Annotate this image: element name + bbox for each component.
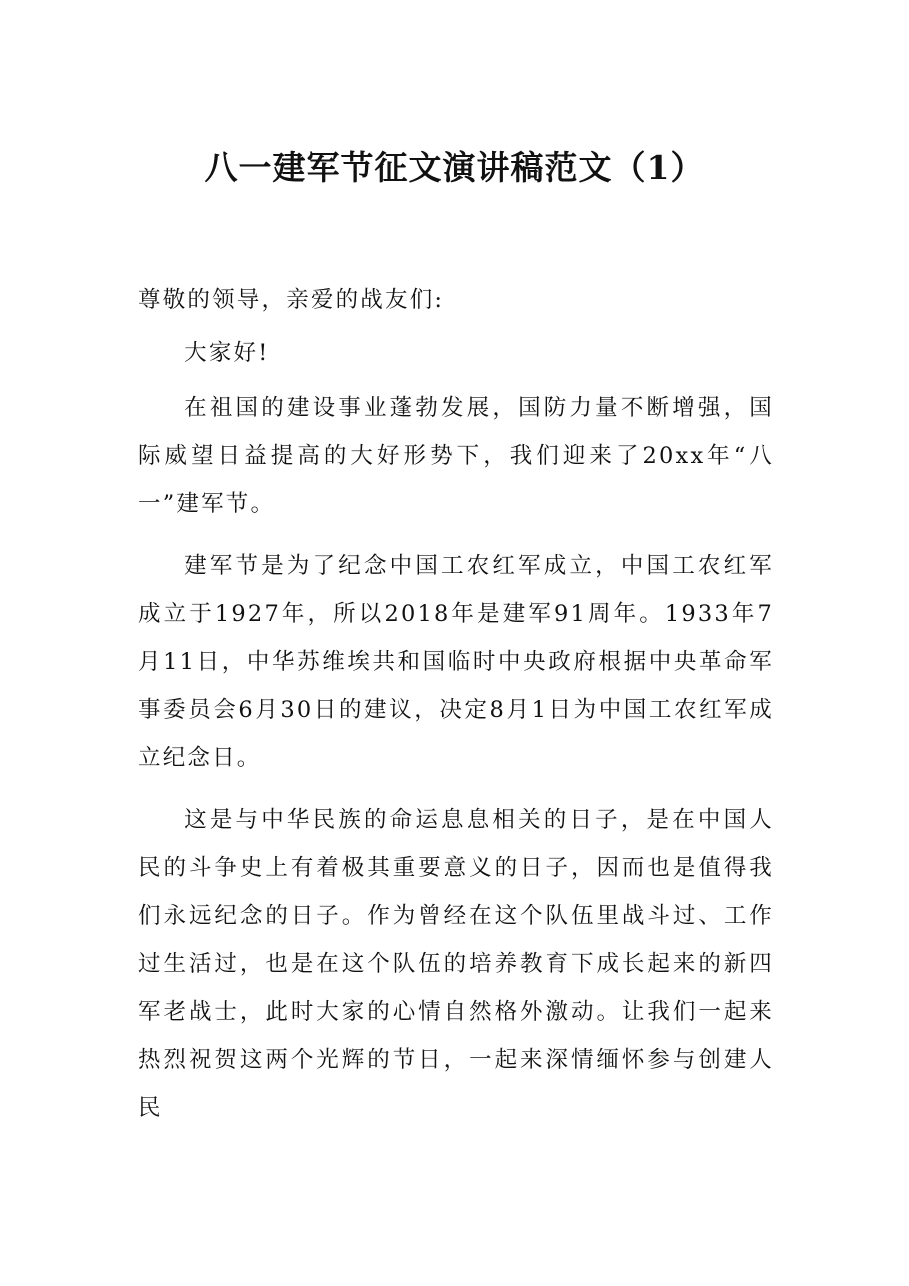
- document-body: [138, 276, 774, 1146]
- document-title: 八一建军节征文演讲稿范文（1）: [204, 148, 705, 187]
- paragraph-history: 建军节是为了纪念中国工农红军成立，中国工农红军成立于1927年，所以2018年是建军91周年。1933年7月11日，中华苏维埃共和国临时中央政府根据中央革命军事委员会6月30日的建议，决定8月1日为中国工农红军成立纪念日。: [138, 553, 774, 771]
- paragraph-significance: 这是与中华民族的命运息息相关的日子，是在中国人民的斗争史上有着极其重要意义的日子，因而也是值得我们永远纪念的日子。作为曾经在这个队伍里战斗过、工作过生活过，也是在这个队伍的培养教育下成长起来的新四军老战士，此时大家的心情自然格外激动。让我们一起来热烈祝贺这两个光辉的节日，一起来深情缅怀参与创建人民: [138, 807, 774, 1121]
- paragraph-greeting: 大家好!: [184, 340, 270, 366]
- paragraph-intro: 在祖国的建设事业蓬勃发展，国防力量不断增强，国际威望日益提高的大好形势下，我们迎来了20xx年“八一”建军节。: [138, 395, 774, 517]
- salutation: 尊敬的领导，亲爱的战友们:: [138, 287, 445, 313]
